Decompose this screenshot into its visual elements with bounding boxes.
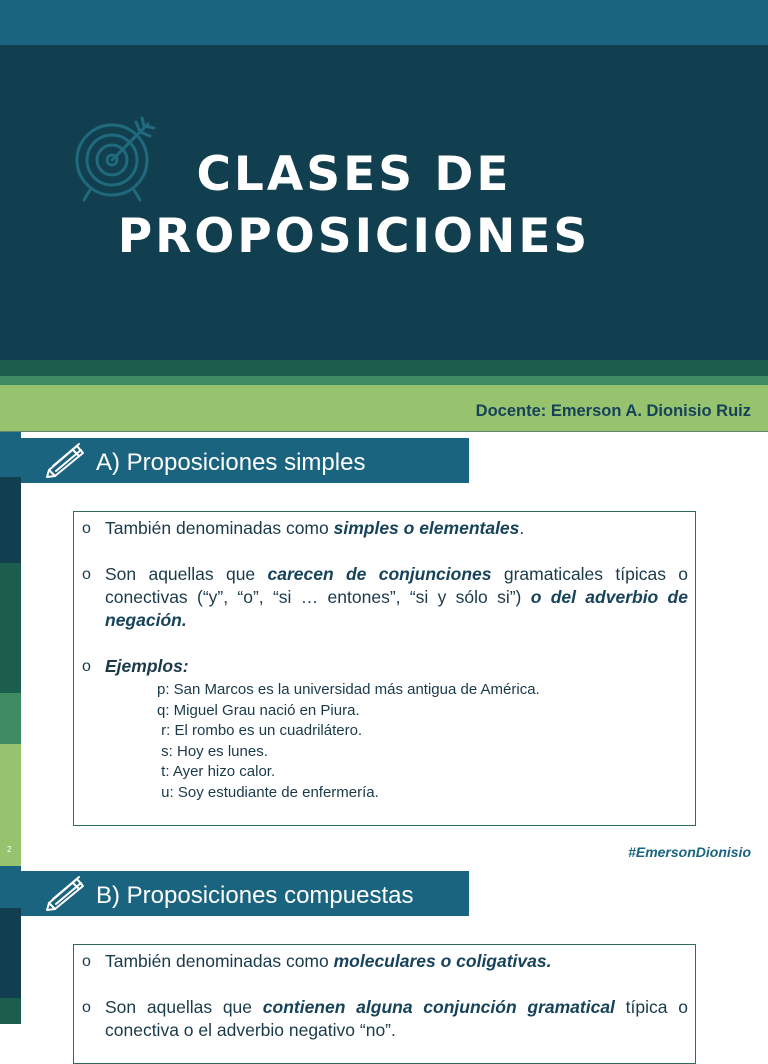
pencil-icon (43, 442, 87, 478)
edge-strip (0, 477, 21, 563)
edge-strip (0, 432, 21, 477)
section-title: A) Proposiciones simples (96, 449, 366, 476)
accent-stripe (0, 360, 768, 376)
section-header-simples (21, 438, 469, 483)
pencil-icon (43, 875, 87, 911)
edge-strip (0, 866, 21, 908)
bullet-text: Son aquellas que carecen de conjunciones gramaticales típicas o conectivas (“y”, “o”, “si … entones”, “si y sólo si”) o del adverbio de negación. (105, 564, 688, 630)
title-slide (0, 0, 768, 432)
content-box-compuestas (73, 944, 696, 1064)
list-item (82, 517, 688, 541)
emphasis-text: carecen de conjunciones (267, 564, 492, 584)
example-line: p: San Marcos es la universidad más antigua de América. (157, 681, 540, 698)
title-line-1: CLASES DE (196, 147, 512, 202)
examples-label: Ejemplos: (105, 656, 189, 676)
bullet-marker: o (82, 520, 91, 537)
section-title: B) Proposiciones compuestas (96, 882, 414, 909)
example-line: t: Ayer hizo calor. (157, 763, 276, 780)
top-band (0, 0, 768, 45)
bullet-marker: o (82, 953, 91, 970)
bullet-marker: o (82, 658, 91, 675)
bullet-text: También denominadas como simples o elementales. (105, 518, 525, 538)
examples-list (157, 680, 677, 803)
bullet-text: También denominadas como moleculares o coligativas. (105, 951, 552, 971)
example-line: q: Miguel Grau nació en Piura. (157, 701, 360, 719)
bullet-marker: o (82, 566, 91, 583)
list-item (82, 950, 688, 974)
edge-strip (0, 563, 21, 693)
example-line: u: Soy estudiante de enfermería. (157, 783, 379, 801)
docente-label: Docente: Emerson A. Dionisio Ruiz (475, 402, 751, 420)
section-header-compuestas (21, 871, 469, 916)
content-box-simples (73, 511, 696, 826)
page-number: 2 (7, 845, 12, 854)
edge-strip (0, 908, 21, 998)
accent-stripe (0, 376, 768, 385)
emphasis-text: contienen alguna conjunción gramatical (262, 997, 615, 1017)
edge-strip (0, 998, 21, 1024)
example-line: s: Hoy es lunes. (157, 742, 268, 760)
list-item (82, 996, 688, 1044)
example-line: r: El rombo es un cuadrilátero. (157, 722, 363, 739)
list-item (82, 563, 688, 635)
bullet-marker: o (82, 999, 91, 1016)
bullet-text: Son aquellas que contienen alguna conjunción gramatical típica o conectiva o el adverbio negativo “no”. (105, 997, 688, 1040)
docente-bar (0, 385, 768, 432)
hashtag: #EmersonDionisio (628, 844, 751, 860)
emphasis-text: moleculares o coligativas. (333, 951, 552, 971)
emphasis-text: simples o elementales (333, 518, 520, 538)
emphasis-text: o del adverbio de negación. (105, 587, 688, 630)
list-item (82, 655, 688, 679)
slide-title (60, 144, 648, 268)
edge-strip (0, 693, 21, 744)
title-line-2: PROPOSICIONES (117, 209, 591, 264)
